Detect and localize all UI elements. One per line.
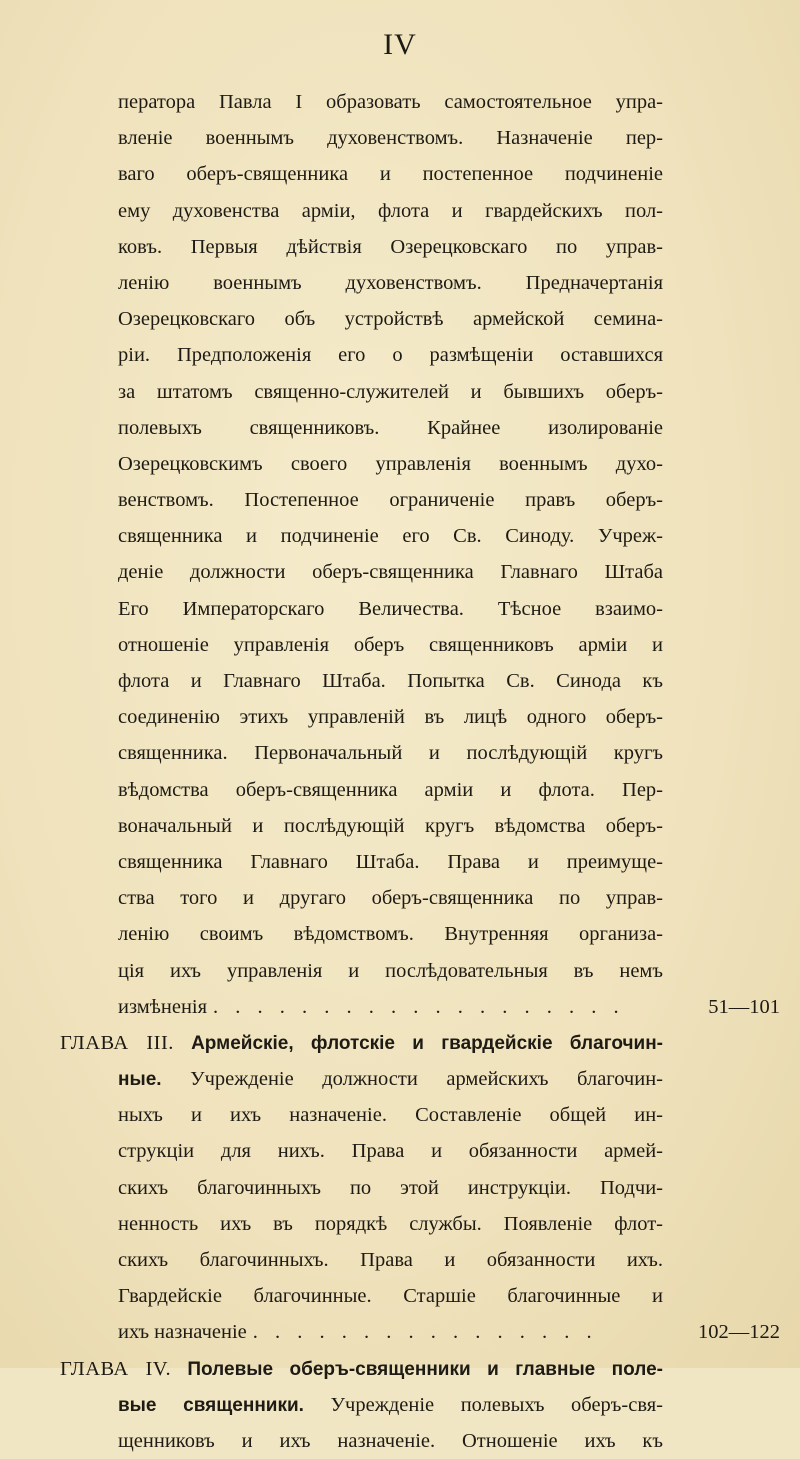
chapter-label: ГЛАВА IV. [60,1357,172,1380]
summary-text: Учрежденіе полевыхъ оберъ-свя- [303,1393,663,1416]
summary-line: ленію военнымъ духовенствомъ. Предначертанія [118,271,663,294]
summary-line: священника и подчиненіе его Св. Синоду. Учреж- [118,525,663,548]
summary-line: ваго оберъ-священника и постепенное подчиненіе [118,163,663,186]
summary-line: ріи. Предположенія его о размѣщеніи оставшихся [118,344,663,367]
summary-line: Озерецковскаго объ устройствѣ армейской семина- [118,308,663,331]
summary-line: флота и Главнаго Штаба. Попытка Св. Синода къ [118,670,663,692]
chapter-four-heading [0,1351,663,1387]
chapter-three-heading [0,1025,663,1061]
chapter-three-line [0,1061,663,1097]
summary-line: деніе должности оберъ-священника Главнаго Штаба [118,561,663,584]
summary-line: скихъ благочинныхъ. Права и обязанности ихъ. [118,1249,663,1271]
table-of-contents [0,84,800,1459]
chapter-three-summary [0,1097,800,1314]
summary-line: струкціи для нихъ. Права и обязанности армей- [118,1140,663,1163]
summary-line: Его Императорскаго Величества. Тѣсное взаимо- [118,597,663,620]
chapter-four-line: щенниковъ и ихъ назначеніе. Отношеніе ихъ къ [118,1429,663,1452]
summary-line: вѣдомства оберъ-священника арміи и флота. Пер- [118,778,663,801]
summary-line: венствомъ. Постепенное ограниченіе правъ оберъ- [118,489,663,512]
page-range: 102—122 [698,1321,780,1344]
summary-line: вленіе военнымъ духовенствомъ. Назначеніе пер- [118,127,663,150]
summary-line: ленію своимъ вѣдомствомъ. Внутренняя организа- [118,923,663,946]
page-number: IV [383,28,417,61]
summary-line: ція ихъ управленія и послѣдовательныя въ немъ [118,959,663,982]
section-two-summary [0,84,800,989]
summary-line: отношеніе управленія оберъ священниковъ арміи и [118,633,663,656]
summary-line: за штатомъ священно-служителей и бывшихъ оберъ- [118,380,663,403]
summary-text: Учрежденіе должности армейскихъ благочин- [161,1068,663,1091]
summary-line: Озерецковскимъ своего управленія военнымъ духо- [118,452,663,475]
summary-line: священника Главнаго Штаба. Права и преимуще- [118,850,663,873]
summary-line: ныхъ и ихъ назначеніе. Составленіе общей ин- [118,1104,663,1127]
chapter-four-line [0,1387,663,1423]
summary-line: ненность ихъ въ порядкѣ службы. Появленіе флот- [118,1212,663,1235]
summary-line: ператора Павла I образовать самостоятельное упра- [118,91,663,113]
chapter-title: Армейскіе, флотскіе и гвардейскіе благочин- [191,1032,663,1054]
summary-line: Гвардейскіе благочинные. Старшіе благочинные и [118,1285,663,1308]
summary-line: ковъ. Первыя дѣйствія Озерецковскаго по управ- [118,235,663,258]
summary-line: ства того и другаго оберъ-священника по управ- [118,887,663,910]
summary-line: священника. Первоначальный и послѣдующій кругъ [118,742,663,765]
page-range: 51—101 [708,995,780,1018]
chapter-title: Полевые оберъ-священники и главные поле- [187,1358,663,1380]
summary-line: ему духовенства арміи, флота и гвардейскихъ пол- [118,199,663,222]
chapter-title-end: ные. [118,1069,162,1091]
leader-text: ихъ назначеніе [118,1321,247,1344]
summary-line: соединенію этихъ управленій въ лицѣ одного оберъ- [118,706,663,729]
summary-line: скихъ благочинныхъ по этой инструкціи. Подчи- [118,1176,663,1199]
summary-line: полевыхъ священниковъ. Крайнее изолированіе [118,416,663,439]
chapter-three-last-line [0,1314,780,1350]
chapter-label: ГЛАВА III. [60,1031,174,1054]
section-two-last-line [0,989,780,1025]
leader-dots: . . . . . . . . . . . . . . . . . . . [213,995,625,1018]
leader-dots: . . . . . . . . . . . . . . . . [252,1321,598,1344]
leader-text: измѣненія [118,995,208,1018]
summary-line: воначальный и послѣдующій кругъ вѣдомства оберъ- [118,814,663,837]
chapter-title-end: вые священники. [118,1394,304,1416]
